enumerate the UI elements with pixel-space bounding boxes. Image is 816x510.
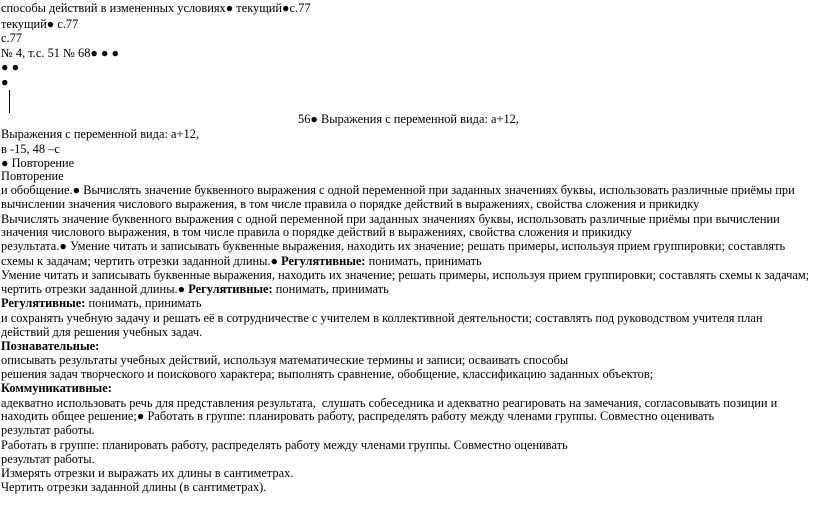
text-line-7: 56● Выражения с переменной вида: а+12, — [298, 112, 519, 126]
cognitive-heading: Познавательные: — [1, 339, 100, 353]
text-line-2: текущий● с.77 — [1, 17, 79, 31]
text-line-31: результат работы. — [1, 452, 95, 466]
vertical-rule — [9, 90, 10, 113]
text-line-8: Выражения с переменной вида: а+12, — [1, 127, 199, 141]
text-line-25: решения задач творческого и поискового характера; выполнять сравнение, обобщение, классификацию заданных объектов; — [1, 367, 654, 381]
text-line-4: № 4, т.с. 51 № 68● ● ● — [1, 46, 120, 60]
text-line-33: Чертить отрезки заданной длины (в сантиметрах). — [1, 480, 267, 494]
text-line-15: значения числового выражения, в том числе правила о порядке действий в выражениях, свойства сложения и прикидку — [1, 225, 633, 239]
regulative-heading: Регулятивные: — [1, 296, 86, 310]
text-line-17-start: схемы к задачам; чертить отрезки заданной длины.● — [1, 254, 282, 268]
text-line-20 — [1, 295, 202, 311]
text-line-17-end: понимать, принимать — [365, 254, 482, 268]
text-line-27: адекватно использовать речь для представления результата, слушать собеседника и адекватно реагировать на замечания, согласовывать позиции и — [1, 396, 778, 410]
text-line-1: способы действий в измененных условиях● текущий●с.77 — [1, 1, 311, 15]
text-line-13: вычислении значения числового выражения, в том числе правила о порядке действий в выражениях, свойства сложения и прикидку — [1, 197, 700, 211]
text-line-11: Повторение — [1, 169, 64, 183]
text-line-19-end: понимать, принимать — [272, 282, 389, 296]
communicative-heading: Коммуникативные: — [1, 381, 112, 395]
text-line-30: Работать в группе: планировать работу, распределять работу между членами группы. Совместно оценивать — [1, 438, 568, 452]
text-line-10: ● Повторение — [1, 156, 75, 170]
text-line-22: действий для решения учебных задач. — [1, 325, 203, 339]
text-line-28: находить общее решение;● Работать в группе: планировать работу, распределять работу между членами группы. Совместно оценивать — [1, 409, 715, 423]
text-line-32: Измерять отрезки и выражать их длины в сантиметрах. — [1, 466, 294, 480]
text-line-18: Умение читать и записывать буквенные выражения, находить их значение; решать примеры, используя прием группировки; составлять схемы к задачам; — [1, 268, 810, 282]
text-line-29: результат работы. — [1, 423, 95, 437]
text-line-12: и обобщение.● Вычислять значение буквенного выражения с одной переменной при заданных значениях буквы, использовать различные приёмы при — [1, 183, 795, 197]
text-line-21: и сохранять учебную задачу и решать её в сотрудничестве с учителем в коллективной деятельности; составлять под руководством учителя план — [1, 311, 763, 325]
text-line-16: результата.● Умение читать и записывать буквенные выражения, находить их значение; решать примеры, используя прием группировки; составлять — [1, 239, 786, 253]
text-line-5: ● ● — [1, 60, 20, 74]
text-line-20-end: понимать, принимать — [85, 296, 202, 310]
text-line-6: ● — [1, 75, 9, 89]
text-line-24: описывать результаты учебных действий, используя математические термины и записи; осваивать способы — [1, 353, 569, 367]
text-line-14: Вычислять значение буквенного выражения с одной переменной при заданных значениях буквы, использовать различные приёмы при вычислении — [1, 212, 780, 226]
text-line-9: в -15, 48 –с — [1, 142, 60, 156]
regulative-heading: Регулятивные: — [188, 282, 273, 296]
regulative-heading: Регулятивные: — [281, 254, 366, 268]
text-line-3: с.77 — [1, 31, 22, 45]
text-line-19-start: чертить отрезки заданной длины.● — [1, 282, 189, 296]
